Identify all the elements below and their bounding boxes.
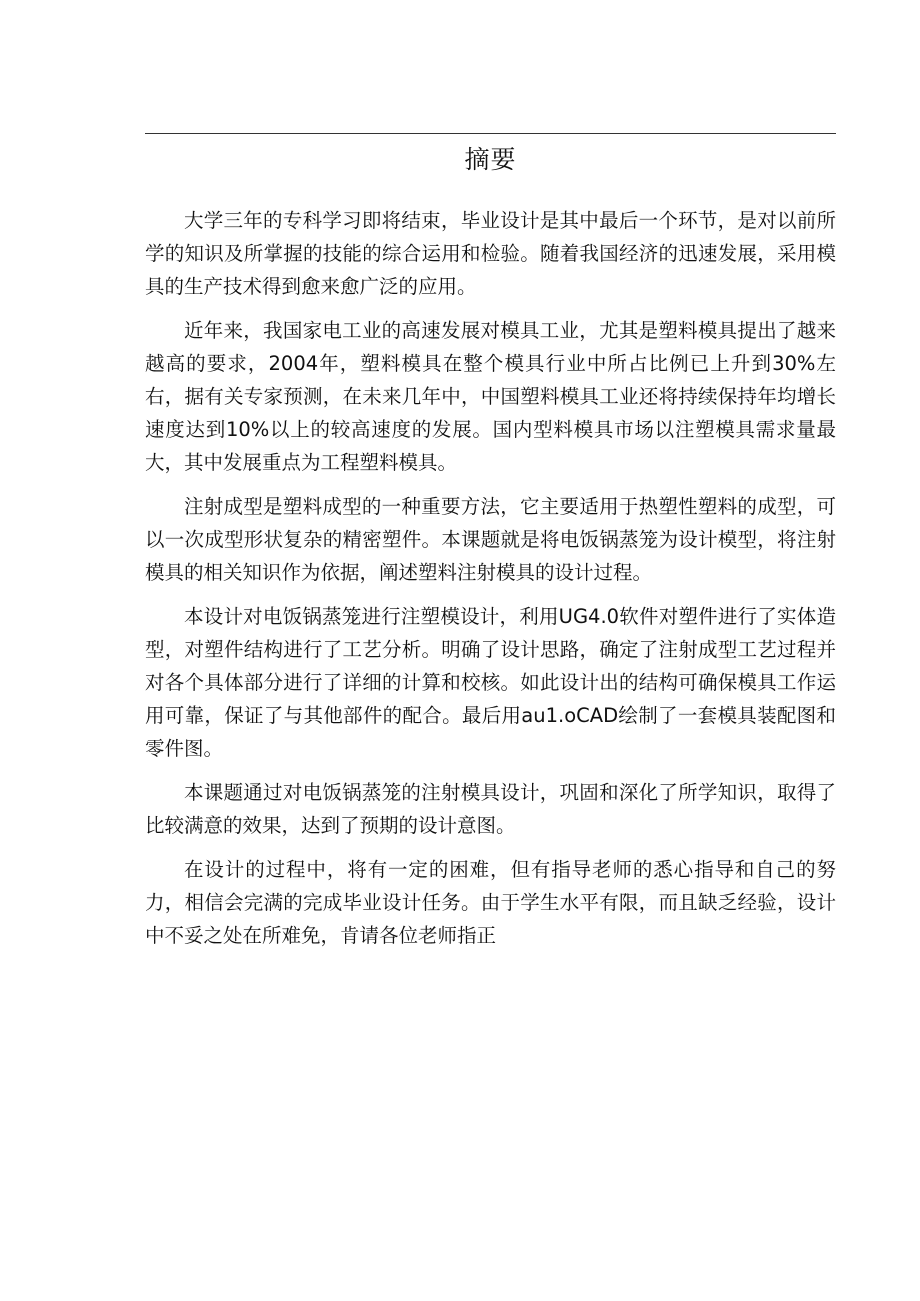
paragraph-industry-background: 近年来，我国家电工业的高速发展对模具工业，尤其是塑料模具提出了越来越高的要求，2004年，塑料模具在整个模具行业中所占比例已上升到30%左右，据有关专家预测，在未来几年中，中国塑料模具工业还将持续保持年均增长速度达到10%以上的较高速度的发展。国内型料模具市场以注塑模具需求量最大，其中发展重点为工程塑料模具。 <box>145 319 836 474</box>
paragraph-intro: 大学三年的专科学习即将结束，毕业设计是其中最后一个环节，是对以前所学的知识及所掌握的技能的综合运用和检验。随着我国经济的迅速发展，采用模具的生产技术得到愈来愈广泛的应用。 <box>145 209 836 298</box>
header-rule <box>145 133 836 134</box>
paragraph-closing: 在设计的过程中，将有一定的困难，但有指导老师的悉心指导和自己的努力，相信会完满的完成毕业设计任务。由于学生水平有限，而且缺乏经验，设计中不妥之处在所难免，肯请各位老师指正 <box>145 858 836 947</box>
paragraph-outcome: 本课题通过对电饭锅蒸笼的注射模具设计，巩固和深化了所学知识，取得了比较满意的效果，达到了预期的设计意图。 <box>145 781 836 837</box>
paragraph-design-process: 本设计对电饭锅蒸笼进行注塑模设计，利用UG4.0软件对塑件进行了实体造型，对塑件结构进行了工艺分析。明确了设计思路，确定了注射成型工艺过程并对各个具体部分进行了详细的计算和校核。如此设计出的结构可确保模具工作运用可靠，保证了与其他部件的配合。最后用au1.oCAD绘制了一套模具装配图和零件图。 <box>145 605 836 760</box>
abstract-body <box>145 204 836 963</box>
abstract-title: 摘要 <box>464 145 517 174</box>
paragraph-injection-molding: 注射成型是塑料成型的一种重要方法，它主要适用于热塑性塑料的成型，可以一次成型形状复杂的精密塑件。本课题就是将电饭锅蒸笼为设计模型，将注射模具的相关知识作为依据，阐述塑料注射模具的设计过程。 <box>145 495 836 584</box>
